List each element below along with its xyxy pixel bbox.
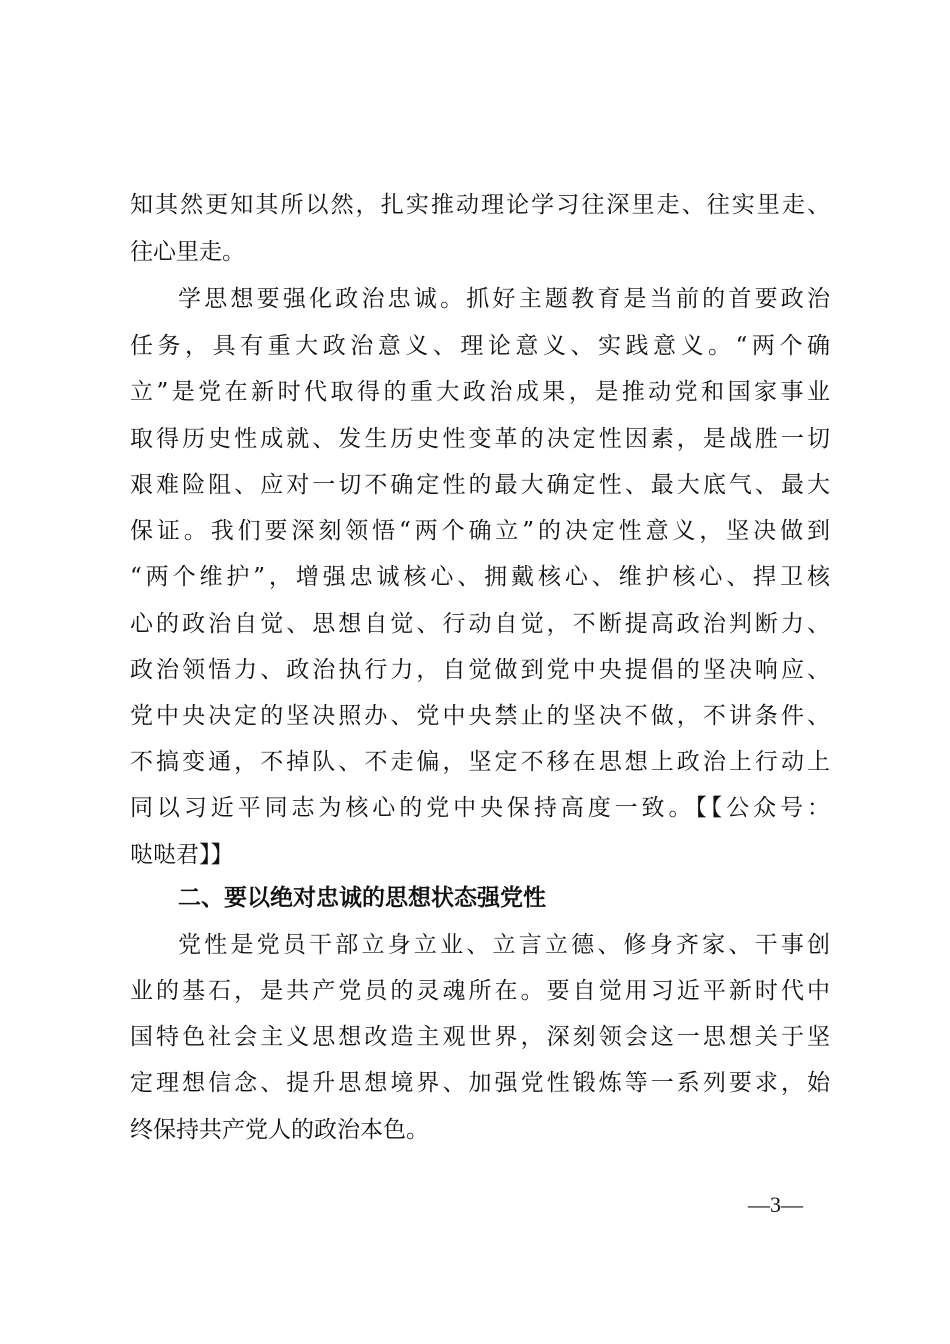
text-line: 立”是党在新时代取得的重大政治成果，是推动党和国家事业 [130, 379, 830, 405]
text-line: 定理想信念、提升思想境界、加强党性锻炼等一系列要求，始 [130, 1070, 830, 1096]
text-line: 保证。我们要深刻领悟“两个确立”的决定性意义，坚决做到 [130, 518, 830, 544]
section-heading: 二、要以绝对忠诚的思想状态强党性 [178, 885, 546, 911]
text-line: 艰难险阻、应对一切不确定性的最大确定性、最大底气、最大 [130, 472, 830, 498]
page-number: —3— [748, 1192, 803, 1217]
text-line: 同以习近平同志为核心的党中央保持高度一致。【【公众号： [130, 795, 830, 821]
text-line: 不搞变通，不掉队、不走偏，坚定不移在思想上政治上行动上 [130, 749, 830, 775]
text-line: 取得历史性成就、发生历史性变革的决定性因素，是战胜一切 [130, 426, 830, 452]
text-line: 终保持共产党人的政治本色。 [130, 1117, 429, 1143]
text-line: 哒哒君】】 [130, 842, 234, 868]
text-line: 学思想要强化政治忠诚。抓好主题教育是当前的首要政治 [178, 286, 830, 312]
text-line: 往心里走。 [130, 239, 245, 265]
text-line: 心的政治自觉、思想自觉、行动自觉，不断提高政治判断力、 [130, 611, 830, 637]
text-line: 知其然更知其所以然，扎实推动理论学习往深里走、往实里走、 [130, 192, 830, 218]
text-line: 政治领悟力、政治执行力，自觉做到党中央提倡的坚决响应、 [130, 657, 830, 683]
text-line: 党中央决定的坚决照办、党中央禁止的坚决不做，不讲条件、 [130, 703, 830, 729]
text-line: 任务，具有重大政治意义、理论意义、实践意义。“两个确 [130, 333, 830, 359]
text-line: 业的基石，是共产党员的灵魂所在。要自觉用习近平新时代中 [130, 978, 830, 1004]
text-line: 党性是党员干部立身立业、立言立德、修身齐家、干事创 [178, 932, 830, 958]
text-line: 国特色社会主义思想改造主观世界，深刻领会这一思想关于坚 [130, 1024, 830, 1050]
text-line: “两个维护”，增强忠诚核心、拥戴核心、维护核心、捍卫核 [130, 564, 830, 590]
